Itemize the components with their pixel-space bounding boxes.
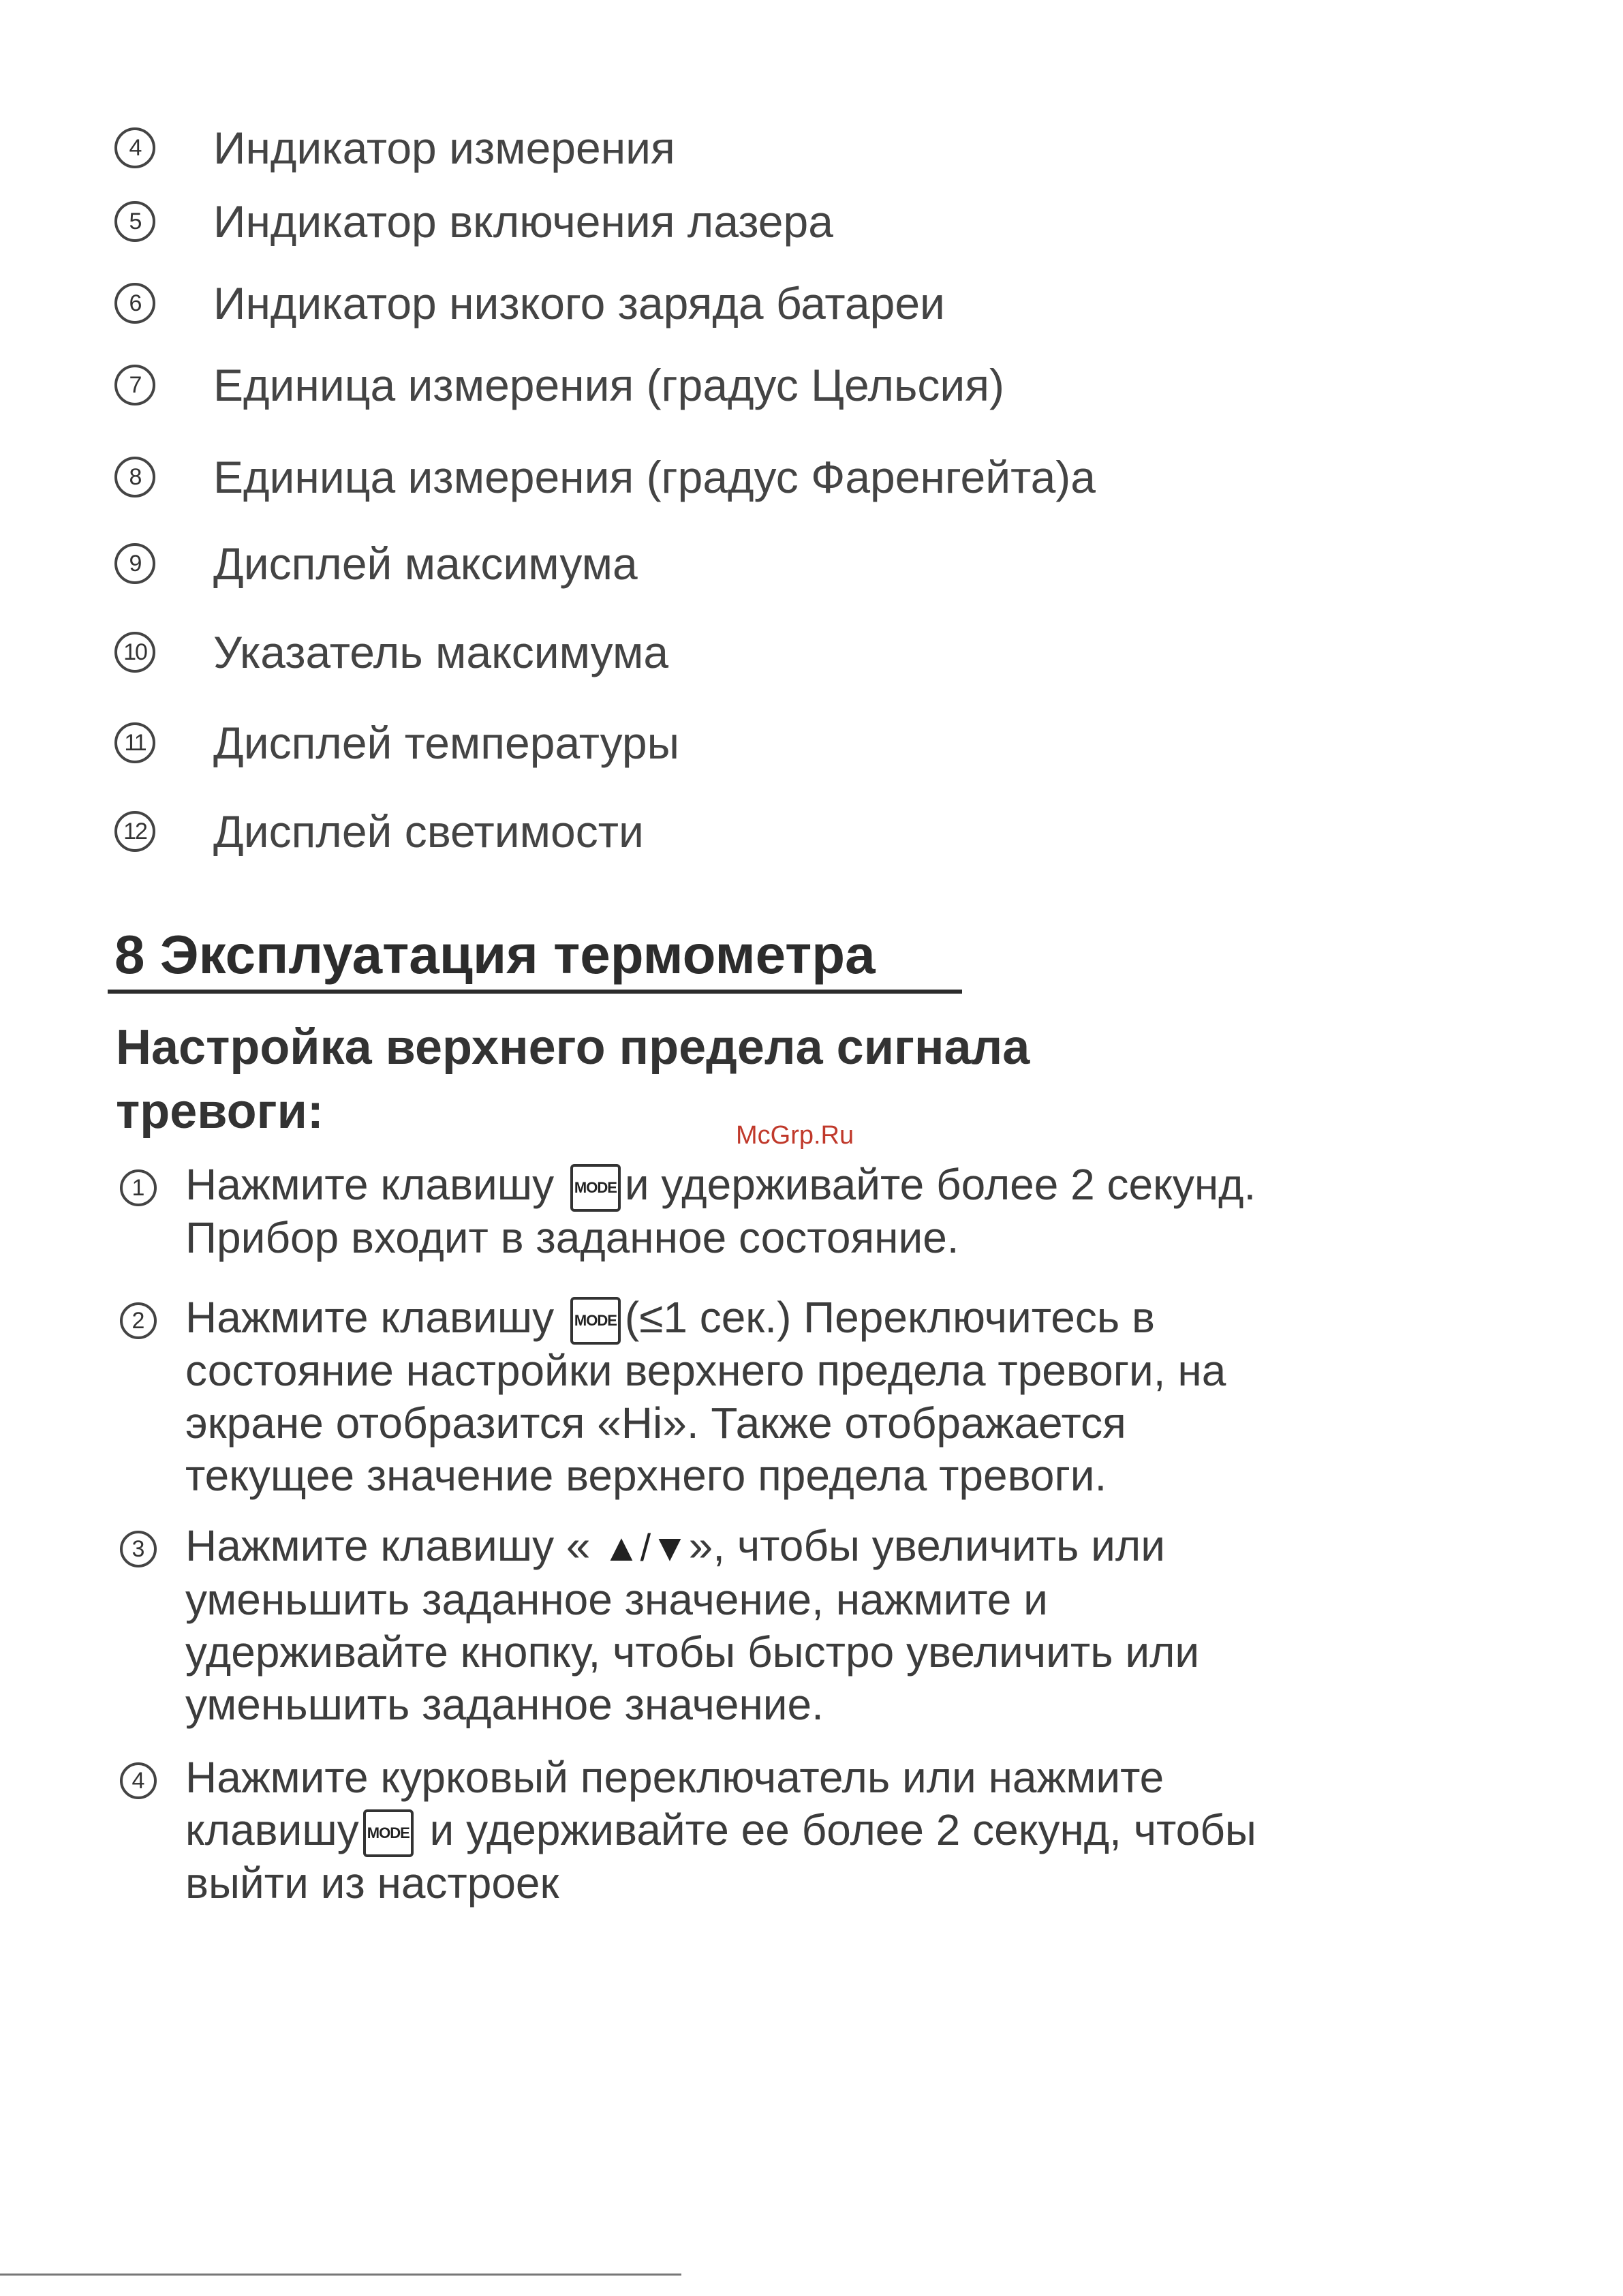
legend-text: Единица измерения (градус Фаренгейта)а bbox=[213, 452, 1096, 502]
step-line: состояние настройки верхнего предела тревоги, на bbox=[185, 1346, 1226, 1396]
legend-number: 7 bbox=[114, 365, 155, 405]
legend-item bbox=[114, 110, 675, 185]
step-line bbox=[185, 1291, 1453, 1345]
legend-item bbox=[114, 526, 638, 601]
step-line: удерживайте кнопку, чтобы быстро увеличить или bbox=[185, 1627, 1200, 1677]
legend-text: Дисплей светимости bbox=[213, 806, 644, 857]
step-text-part: и удерживайте ее более 2 секунд, чтобы bbox=[417, 1805, 1256, 1854]
legend-number: 5 bbox=[114, 201, 155, 242]
step-text bbox=[185, 1520, 1453, 1731]
step-text-part: и удерживайте более 2 секунд. bbox=[624, 1160, 1256, 1209]
section-title: 8 Эксплуатация термометра bbox=[114, 924, 876, 985]
step-text-part: Нажмите клавишу « bbox=[185, 1521, 603, 1570]
watermark: McGrp.Ru bbox=[736, 1121, 854, 1150]
legend-number: 11 bbox=[114, 722, 155, 763]
step-text bbox=[185, 1751, 1453, 1910]
legend-number: 12 bbox=[114, 811, 155, 852]
legend-item bbox=[114, 348, 1004, 423]
step-line: уменьшить заданное значение, нажмите и bbox=[185, 1575, 1048, 1624]
page-footer-rule bbox=[0, 2274, 681, 2276]
step-text bbox=[185, 1291, 1453, 1502]
up-down-arrow-icon: ▲/▼ bbox=[602, 1526, 689, 1569]
legend-item bbox=[114, 266, 945, 341]
subsection-title-line: тревоги: bbox=[116, 1084, 324, 1139]
legend-number: 9 bbox=[114, 543, 155, 584]
legend-text: Указатель максимума bbox=[213, 627, 669, 677]
legend-number: 10 bbox=[114, 632, 155, 673]
legend-number: 4 bbox=[114, 127, 155, 168]
legend-item bbox=[114, 705, 680, 780]
section-underline bbox=[108, 990, 962, 994]
legend-text: Дисплей температуры bbox=[213, 718, 680, 768]
legend-number: 6 bbox=[114, 283, 155, 324]
step-line: уменьшить заданное значение. bbox=[185, 1680, 824, 1729]
legend-text: Индикатор измерения bbox=[213, 123, 675, 173]
legend-item bbox=[114, 440, 1096, 515]
legend-item bbox=[114, 615, 669, 690]
legend-item bbox=[114, 794, 644, 869]
step-text-part: », чтобы увеличить или bbox=[688, 1521, 1166, 1570]
step-line: выйти из настроек bbox=[185, 1858, 559, 1908]
step-number: 1 bbox=[120, 1169, 157, 1206]
mode-key-icon: MODE bbox=[570, 1297, 621, 1345]
step-text-part: Нажмите клавишу bbox=[185, 1293, 566, 1342]
mode-key-icon: MODE bbox=[570, 1164, 621, 1212]
step-text-part: (≤1 сек.) Переключитесь в bbox=[624, 1293, 1155, 1342]
step-text bbox=[185, 1159, 1453, 1264]
step-number: 2 bbox=[120, 1302, 157, 1339]
step-text-part: Нажмите клавишу bbox=[185, 1160, 566, 1209]
legend-text: Дисплей максимума bbox=[213, 538, 638, 589]
legend-text: Индикатор включения лазера bbox=[213, 196, 833, 247]
step-line: экране отобразится «Hi». Также отображается bbox=[185, 1398, 1126, 1448]
step-line: Прибор входит в заданное состояние. bbox=[185, 1213, 959, 1263]
step-number: 3 bbox=[120, 1531, 157, 1567]
step-number: 4 bbox=[120, 1762, 157, 1799]
legend-number: 8 bbox=[114, 457, 155, 498]
legend-item bbox=[114, 184, 833, 259]
mode-key-icon: MODE bbox=[363, 1809, 414, 1857]
step-text-part: клавишу bbox=[185, 1805, 359, 1854]
step-line: Нажмите курковый переключатель или нажмите bbox=[185, 1753, 1164, 1802]
subsection-title-line: Настройка верхнего предела сигнала bbox=[116, 1020, 1030, 1075]
step-line bbox=[185, 1520, 1453, 1574]
step-line bbox=[185, 1804, 1453, 1857]
step-line bbox=[185, 1159, 1453, 1212]
step-line: текущее значение верхнего предела тревоги. bbox=[185, 1451, 1107, 1501]
legend-text: Индикатор низкого заряда батареи bbox=[213, 278, 945, 328]
legend-text: Единица измерения (градус Цельсия) bbox=[213, 360, 1004, 410]
